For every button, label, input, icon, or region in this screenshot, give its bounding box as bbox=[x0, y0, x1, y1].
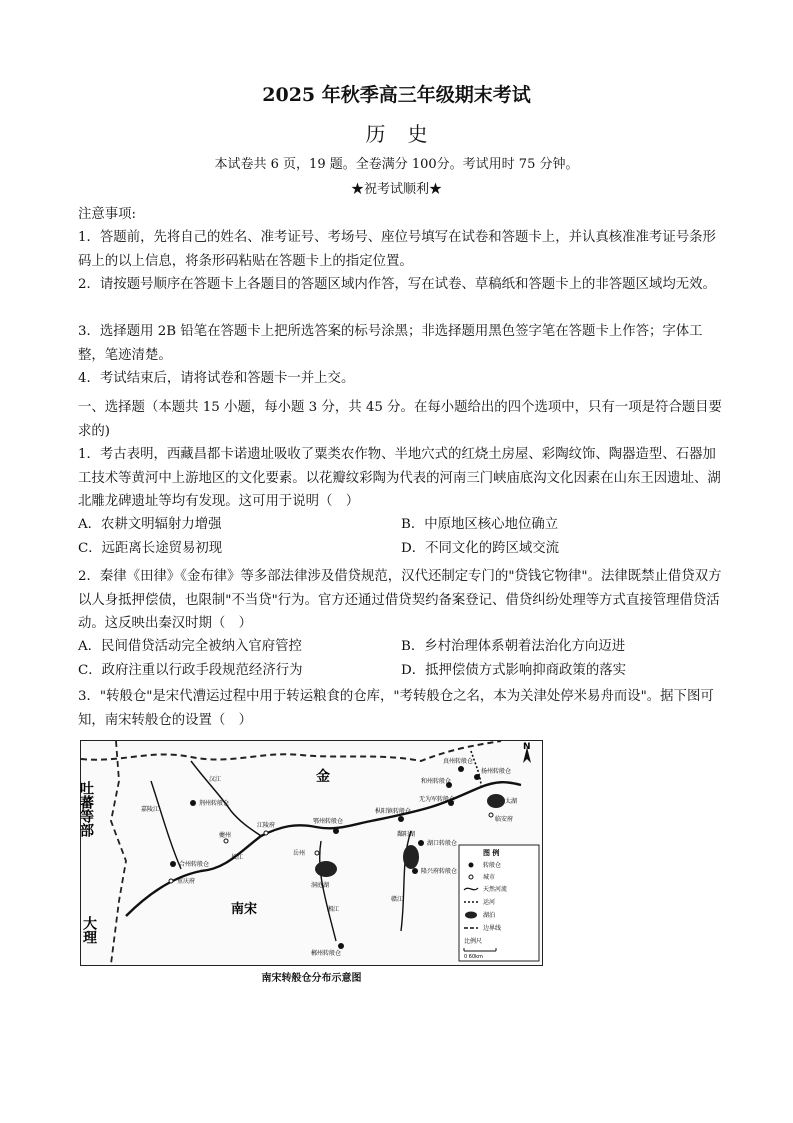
legend-scale-value: 0 60km bbox=[464, 954, 483, 960]
map-caption: 南宋转般仓分布示意图 bbox=[261, 973, 362, 984]
q1-option-d: D．不同文化的跨区域交流 bbox=[401, 540, 560, 556]
granary-marker bbox=[338, 943, 344, 949]
city-label: 岳州 bbox=[293, 850, 306, 857]
exam-info: 本试卷共 6 页，19 题。全卷满分 100分。考试用时 75 分钟。 bbox=[214, 157, 579, 172]
xiang-river bbox=[320, 841, 336, 941]
city-marker bbox=[264, 831, 268, 835]
q1-option-b: B．中原地区核心地位确立 bbox=[401, 517, 559, 532]
boundary-line bbox=[81, 741, 501, 761]
region-nansong: 南宋 bbox=[231, 902, 258, 917]
han-river bbox=[191, 761, 261, 836]
subject-title: 历史 bbox=[365, 122, 450, 146]
river-label: 嘉陵江 bbox=[141, 806, 160, 813]
river-label: 赣江 bbox=[391, 896, 404, 903]
granary-marker bbox=[458, 766, 464, 772]
granary-label: 扬州转般仓 bbox=[481, 768, 512, 775]
north-label: N bbox=[523, 742, 531, 752]
legend-item: 转般仓 bbox=[483, 862, 502, 869]
river-label: 汉江 bbox=[209, 776, 222, 783]
granary-marker bbox=[170, 861, 176, 867]
q2-option-d: D．抵押偿债方式影响抑商政策的落实 bbox=[401, 662, 626, 678]
legend-item: 天然河流 bbox=[483, 886, 508, 893]
granary-label: 湖口转般仓 bbox=[427, 840, 458, 847]
q1-option-c: C．远距离长途贸易初现 bbox=[78, 540, 223, 556]
tai-lake bbox=[487, 794, 505, 808]
lake-label: 洞庭湖 bbox=[311, 882, 330, 889]
map-svg bbox=[78, 741, 541, 964]
dongting-lake bbox=[315, 861, 337, 877]
legend-title: 图 例 bbox=[483, 849, 500, 857]
good-luck-line: ★祝考试顺利★ bbox=[350, 182, 442, 197]
q2-option-c: C．政府注重以行政手段规范经济行为 bbox=[78, 662, 303, 678]
boundary-line-west bbox=[111, 741, 126, 964]
map-legend bbox=[459, 845, 539, 961]
granary-label: 郴州转般仓 bbox=[311, 950, 342, 957]
city-label: 重庆府 bbox=[177, 878, 196, 885]
city-label: 江陵府 bbox=[257, 822, 276, 829]
question-3-stem: 3．"转般仓"是宋代漕运过程中用于转运粮食的仓库，"考转般仓之名，本为关津处停米易舟而设"。据下图可知，南宋转般仓的设置（ ） bbox=[78, 689, 714, 728]
legend-item: 边界线 bbox=[483, 925, 502, 932]
city-label: 夔州 bbox=[219, 832, 232, 839]
granary-label: 鄂州转般仓 bbox=[313, 818, 344, 825]
canal-line bbox=[471, 751, 481, 787]
granary-label: 无为军转般仓 bbox=[419, 796, 456, 803]
granary-marker bbox=[333, 828, 339, 834]
question-2-stem: 2．秦律《田律》《金布律》等多部法律涉及借贷规范，汉代还制定专门的"贷钱它物律"。法律既禁止借贷双方以人身抵押偿债，也限制"不当贷"行为。官方还通过借贷契约备案登记、借贷纠纷处理等方式直接管理借贷活动。这反映出秦汉时期（ ） bbox=[78, 569, 722, 631]
river-label: 长江 bbox=[231, 854, 244, 861]
granary-label: 合州转般仓 bbox=[179, 861, 210, 868]
city-marker bbox=[315, 851, 319, 855]
granary-marker bbox=[412, 868, 418, 874]
granary-label: 真州转般仓 bbox=[443, 758, 474, 765]
lake-label: 太湖 bbox=[505, 798, 518, 805]
region-jin: 金 bbox=[316, 769, 330, 785]
legend-granary-icon bbox=[469, 863, 474, 868]
region-dali: 大理 bbox=[81, 916, 97, 944]
city-marker bbox=[169, 879, 173, 883]
region-tubo: 吐蕃等部 bbox=[78, 781, 94, 837]
legend-scale-label: 比例尺 bbox=[464, 938, 483, 945]
granary-map bbox=[80, 740, 543, 966]
poyang-lake bbox=[403, 845, 419, 869]
city-marker bbox=[224, 839, 228, 843]
granary-marker bbox=[418, 840, 424, 846]
legend-city-icon bbox=[469, 875, 473, 879]
lake-label: 鄱阳湖 bbox=[397, 831, 416, 838]
granary-marker bbox=[398, 816, 404, 822]
legend-item: 湖泊 bbox=[483, 912, 496, 919]
granary-label: 荆州转般仓 bbox=[199, 800, 230, 807]
granary-label: 和州转般仓 bbox=[421, 778, 452, 785]
jialing-river bbox=[151, 781, 181, 869]
section-heading: 一、选择题（本题共 15 小题，每小题 3 分，共 45 分。在每小题给出的四个选项中，只有一项是符合题目要求的) bbox=[78, 400, 722, 439]
legend-item: 城市 bbox=[483, 874, 496, 881]
granary-marker bbox=[190, 800, 196, 806]
exam-title: 2025 年秋季高三年级期末考试 bbox=[262, 84, 531, 106]
notice-item-4: 4．考试结束后，请将试卷和答题卡一并上交。 bbox=[78, 371, 355, 386]
question-1-options bbox=[78, 513, 724, 560]
legend-lake-icon bbox=[465, 912, 477, 919]
city-label: 临安府 bbox=[495, 816, 514, 823]
granary-marker bbox=[474, 774, 480, 780]
notice-item-1: 1．答题前，先将自己的姓名、准考证号、考场号、座位号填写在试卷和答题卡上，并认真核准准考证号条形码上的以上信息，将条形码粘贴在答题卡上的指定位置。 bbox=[78, 230, 716, 269]
q2-option-b: B．乡村治理体系朝着法治化方向迈进 bbox=[401, 639, 626, 654]
q1-option-a: A．农耕文明辐射力增强 bbox=[78, 517, 222, 532]
granary-label: 隆兴府转般仓 bbox=[421, 868, 458, 875]
granary-label: 枞阳镇转般仓 bbox=[375, 808, 412, 815]
q2-option-a: A．民间借贷活动完全被纳入官府管控 bbox=[78, 639, 302, 654]
city-marker bbox=[489, 813, 493, 817]
river-label: 湘江 bbox=[327, 906, 340, 913]
notice-item-3: 3．选择题用 2B 铅笔在答题卡上把所选答案的标号涂黑；非选择题用黑色签字笔在答题卡上作答；字体工整，笔迹清楚。 bbox=[78, 324, 703, 363]
notice-item-2: 2．请按题号顺序在答题卡上各题目的答题区域内作答，写在试卷、草稿纸和答题卡上的非答题区域均无效。 bbox=[78, 277, 716, 292]
notice-heading: 注意事项: bbox=[78, 207, 137, 222]
question-1-stem: 1．考古表明，西藏昌都卡诺遗址吸收了粟类农作物、半地穴式的红烧土房屋、彩陶纹饰、陶器造型、石器加工技术等黄河中上游地区的文化要素。以花瓣纹彩陶为代表的河南三门峡庙底沟文化因素在山东王因遗址、湖北雕龙碑遗址等均有发现。这可用于说明（ ） bbox=[78, 447, 721, 509]
legend-item: 运河 bbox=[483, 899, 496, 906]
question-2-options bbox=[78, 635, 724, 682]
